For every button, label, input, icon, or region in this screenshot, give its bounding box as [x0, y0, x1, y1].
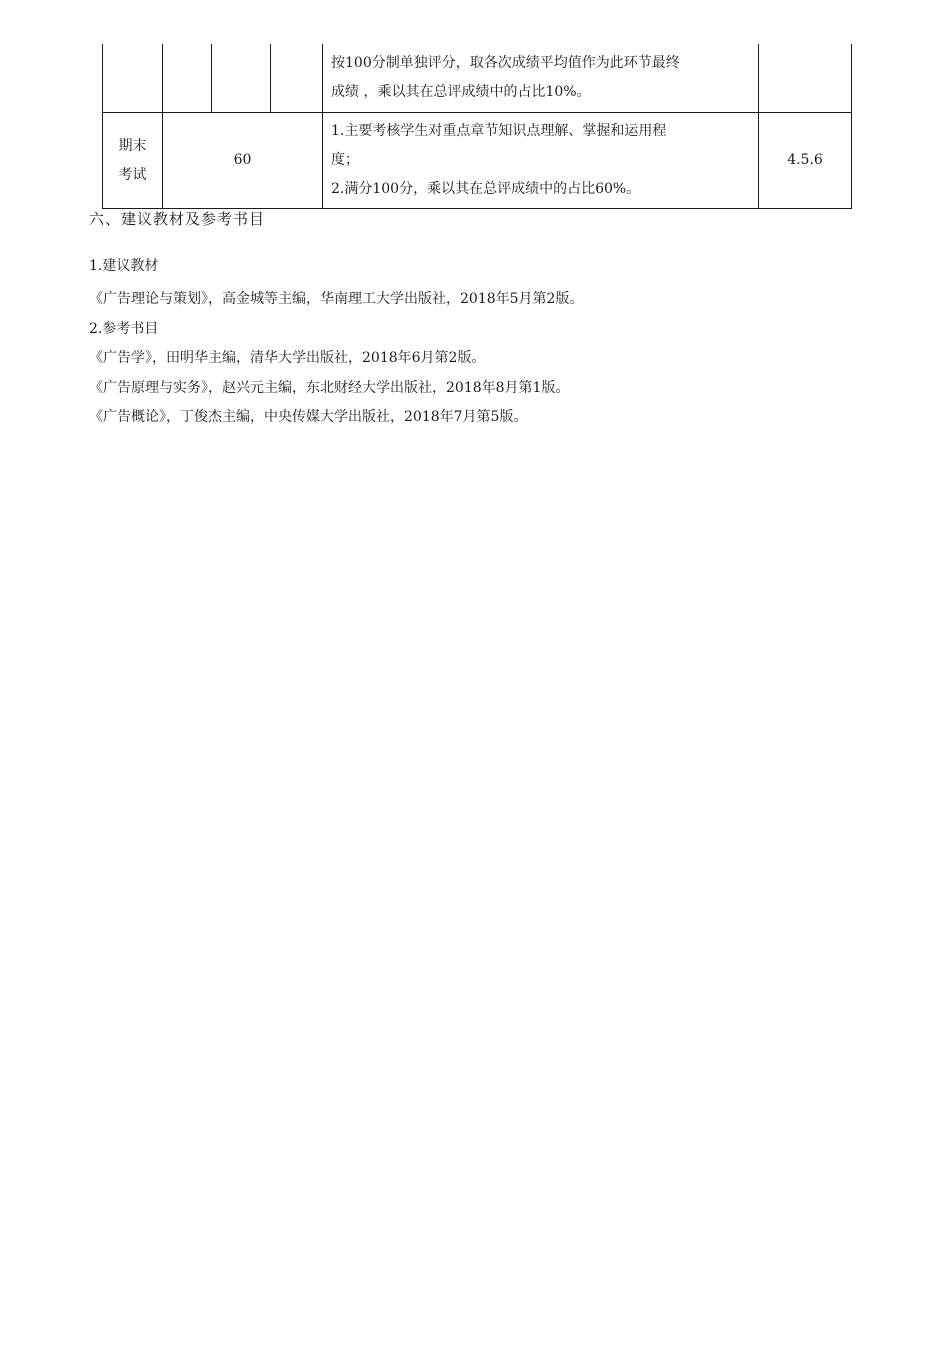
course-objectives: 4.5.6: [759, 113, 852, 209]
table-cell: [271, 44, 323, 113]
reference-entry: 《广告学》，田明华主编，清华大学出版社，2018年6月第2版。: [89, 350, 486, 366]
assessment-description: [323, 44, 759, 113]
references-block: [89, 256, 583, 437]
assessment-table: [102, 44, 852, 209]
textbook-heading: 1.建议教材: [89, 258, 159, 274]
description-line: 1.主要考核学生对重点章节知识点理解、掌握和运用程: [331, 123, 667, 139]
table-cell: [759, 44, 852, 113]
table-cell: [212, 44, 271, 113]
assessment-description: [323, 113, 759, 209]
table-row: [103, 44, 852, 113]
assessment-weight: 60: [163, 113, 323, 209]
description-line: 按100分制单独评分，取各次成绩平均值作为此环节最终: [331, 55, 680, 71]
table-cell: [163, 44, 212, 113]
description-line: 2.满分100分，乘以其在总评成绩中的占比60%。: [331, 181, 641, 197]
reference-entry: 《广告概论》，丁俊杰主编，中央传媒大学出版社，2018年7月第5版。: [89, 409, 528, 425]
references-heading: 2.参考书目: [89, 320, 159, 337]
table-row: [103, 113, 852, 209]
section-title: 六、建议教材及参考书目: [89, 210, 266, 228]
textbook-entry: 《广告理论与策划》，高金城等主编，华南理工大学出版社，2018年5月第2版。: [89, 291, 584, 307]
reference-entry: 《广告原理与实务》，赵兴元主编，东北财经大学出版社，2018年8月第1版。: [89, 379, 570, 396]
table-cell: [103, 44, 163, 113]
description-line: 成绩 ，乘以其在总评成绩中的占比10%。: [331, 84, 591, 100]
description-line: 度；: [331, 152, 359, 168]
assessment-type: 期末 考试: [103, 113, 163, 209]
